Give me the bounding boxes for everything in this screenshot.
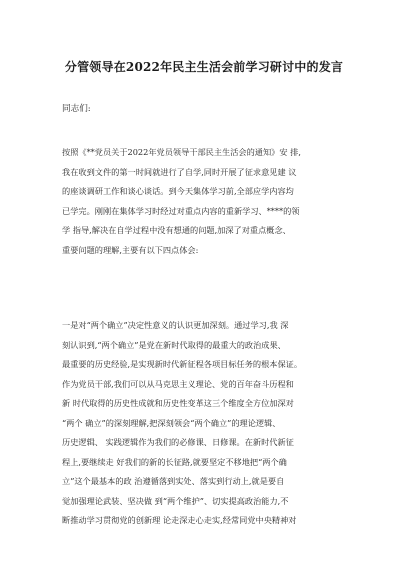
text-line: 新 时代取得的历史性成就和历史性变革这三个维度全方位加深对 <box>62 398 294 408</box>
text-line: 我在收到文件的第一时间就进行了自学,同时开展了征求意见建 议 <box>62 166 297 177</box>
text-line: 学 指导,解决在自学过程中没有想通的问题,加深了对重点概念、 <box>62 225 291 235</box>
paragraph-point-one <box>62 316 362 531</box>
text-line: “两个 确立”的深刻理解,把深刻领会“两个确立”的理论逻辑、 <box>62 417 281 428</box>
text-line: 作为党员干部,我们可以从马克思主义理论、党的百年奋斗历程和 <box>62 378 294 389</box>
salutation: 同志们: <box>62 104 91 114</box>
text-line: 立”这个最基本的政 治遵循落到实处、落实到行动上,就是要自 <box>62 476 285 486</box>
text-line: 的座谈调研工作和谈心谈话。到今天集体学习前,全部应学内容均 <box>62 186 294 196</box>
paragraph-intro <box>62 143 362 260</box>
text-line: 按照《**党员关于2022年党员领导干部民主生活会的通知》安 排, <box>62 147 301 157</box>
text-line: 一是对“两个确立”决定性意义的认识更加深刻。通过学习,我 深 <box>62 320 289 330</box>
text-line: 已学完。刚刚在集体学习时经过对重点内容的重新学习、****的领 <box>62 205 300 216</box>
text-line: 断推动学习贯彻党的创新理 论走深走心走实,经常同党中央精神对 <box>62 515 297 525</box>
text-line: 历史逻辑、 实践逻辑作为我们的必修课、日修课。在新时代新征 <box>62 437 294 447</box>
text-line: 刻认识到,“两个确立”是党在新时代取得的最重大的政治成果、 <box>62 339 286 350</box>
text-line: 最重要的历史经验,是实现新时代新征程各项目标任务的根本保证。 <box>62 359 303 369</box>
text-line: 重要问题的理解,主要有以下四点体会: <box>62 244 199 255</box>
text-line: 程上,要继续走 好我们的新的长征路,就要坚定不移地把“两个确 <box>62 456 287 467</box>
document-title: 分管领导在2022年民主生活会前学习研讨中的发言 <box>64 60 344 74</box>
text-line: 觉加强理论武装、坚决做 到“两个维护”、切实提高政治能力,不 <box>62 495 289 506</box>
